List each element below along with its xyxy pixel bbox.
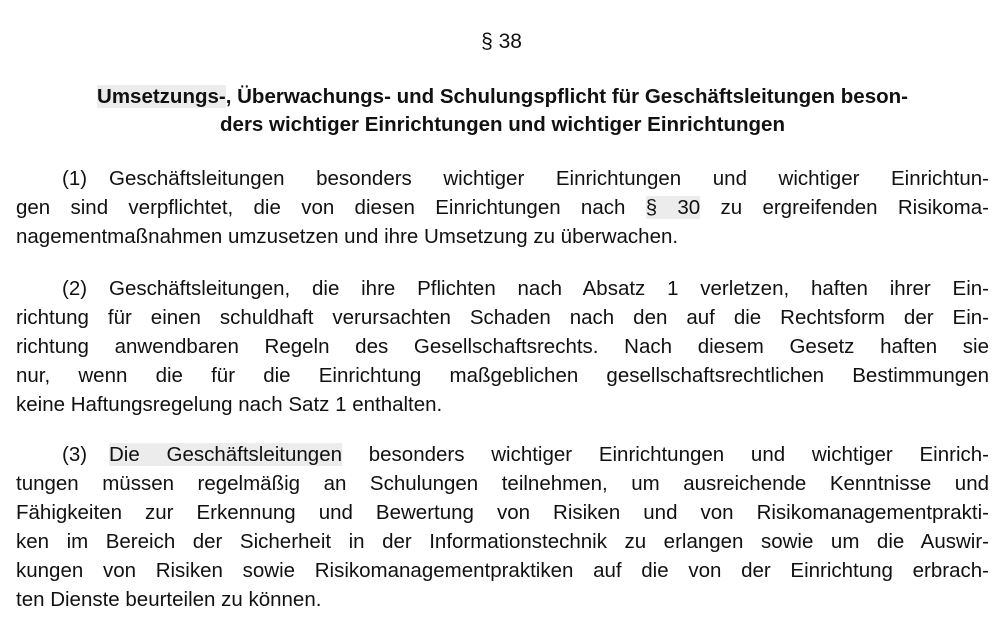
paragraph-3-line-5: kungen von Risiken sowie Risikomanagementpraktiken auf die von der Einrichtung erbrach- <box>16 559 989 582</box>
highlighted-text: Die Geschäftsleitungen <box>109 443 342 466</box>
section-heading <box>16 83 989 139</box>
section-reference-link[interactable]: § 30 <box>645 196 701 219</box>
paragraph-2 <box>16 274 989 419</box>
paragraph-1-line-1 <box>16 164 989 193</box>
paragraph-text: Geschäftsleitungen besonders wichtiger Einrichtungen und wichtiger Einrichtun- <box>109 167 989 190</box>
paragraph-3-line-2: tungen müssen regelmäßig an Schulungen teilnehmen, um ausreichende Kenntnisse und <box>16 472 989 495</box>
paragraph-number: (3) <box>62 443 88 466</box>
paragraph-1-line-3: nagementmaßnahmen umzusetzen und ihre Umsetzung zu überwachen. <box>16 225 679 248</box>
paragraph-number: (2) <box>62 277 88 300</box>
paragraph-3-line-1 <box>16 440 989 469</box>
paragraph-number: (1) <box>62 167 88 190</box>
paragraph-3-line-6: ten Dienste beurteilen zu können. <box>16 588 322 611</box>
paragraph-text: gen sind verpflichtet, die von diesen Einrichtungen nach <box>16 196 646 219</box>
paragraph-1-line-2 <box>16 193 989 222</box>
paragraph-3 <box>16 440 989 614</box>
paragraph-2-line-5: keine Haftungsregelung nach Satz 1 enthalten. <box>16 393 443 416</box>
paragraph-3-line-4: ken im Bereich der Sicherheit in der Informationstechnik zu erlangen sowie um die Auswir- <box>16 530 989 553</box>
paragraph-text: Geschäftsleitungen, die ihre Pflichten nach Absatz 1 verletzen, haften ihrer Ein- <box>109 277 989 300</box>
heading-line-2: ders wichtiger Einrichtungen und wichtiger Einrichtungen <box>220 113 785 136</box>
heading-line-1 <box>16 83 989 111</box>
paragraph-text: besonders wichtiger Einrichtungen und wichtiger Einrich- <box>342 443 989 466</box>
paragraph-text: zu ergreifenden Risikoma- <box>700 196 989 219</box>
paragraph-2-line-3: richtung anwendbaren Regeln des Gesellschaftsrechts. Nach diesem Gesetz haften sie <box>16 335 989 358</box>
heading-highlight: Umsetzungs- <box>97 85 226 108</box>
section-number: § 38 <box>481 30 522 53</box>
paragraph-2-line-4: nur, wenn die für die Einrichtung maßgeblichen gesellschaftsrechtlichen Bestimmungen <box>16 364 989 387</box>
paragraph-2-line-1 <box>16 274 989 303</box>
heading-line-1-rest: , Überwachungs- und Schulungspflicht für Geschäftsleitungen beson- <box>225 85 908 108</box>
paragraph-2-line-2: richtung für einen schuldhaft verursachten Schaden nach den auf die Rechtsform der Ein- <box>16 306 989 329</box>
paragraph-3-line-3: Fähigkeiten zur Erkennung und Bewertung von Risiken und von Risikomanagementprakti- <box>16 501 989 524</box>
paragraph-1 <box>16 164 989 251</box>
